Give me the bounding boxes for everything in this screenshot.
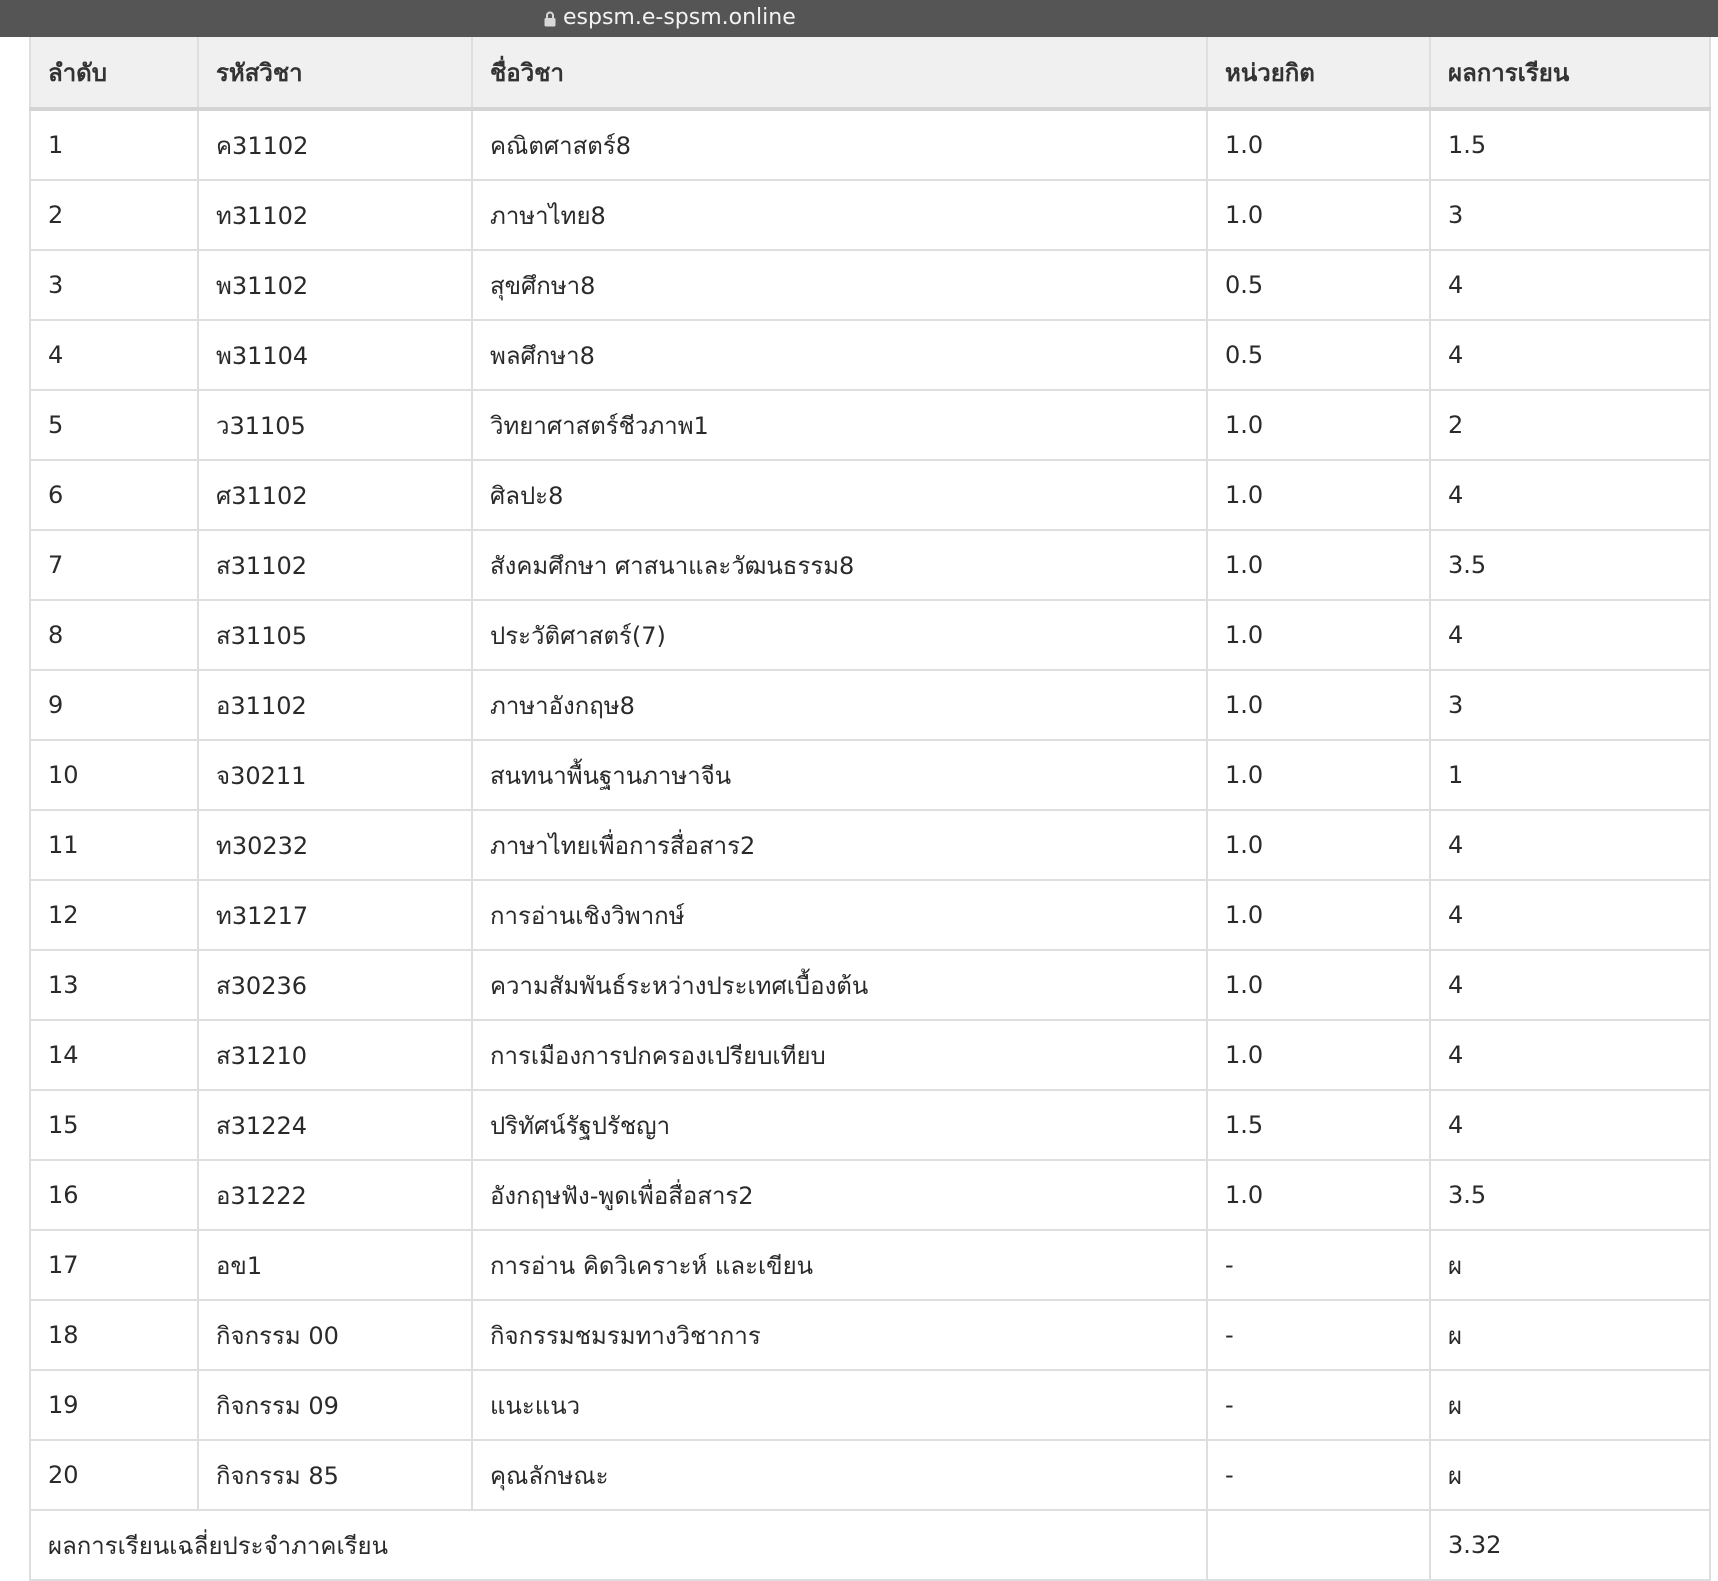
table-row (30, 530, 1710, 600)
cell-credits: 1.0 (1207, 1160, 1430, 1230)
table-row (30, 460, 1710, 530)
cell-course-name: การเมืองการปกครองเปรียบเทียบ (472, 1020, 1207, 1090)
cell-credits: 1.0 (1207, 109, 1430, 180)
table-body (30, 109, 1710, 1510)
cell-order: 15 (30, 1090, 198, 1160)
cell-credits: - (1207, 1440, 1430, 1510)
cell-course-code: ว31105 (198, 390, 472, 460)
cell-grade: 3.5 (1430, 1160, 1710, 1230)
table-row (30, 109, 1710, 180)
cell-grade: 2 (1430, 390, 1710, 460)
table-row (30, 1230, 1710, 1300)
header-credits: หน่วยกิต (1207, 37, 1430, 109)
cell-course-code: ส31105 (198, 600, 472, 670)
cell-course-name: ภาษาไทย8 (472, 180, 1207, 250)
cell-course-code: อข1 (198, 1230, 472, 1300)
url-display[interactable] (544, 3, 796, 33)
table-row (30, 390, 1710, 460)
cell-order: 9 (30, 670, 198, 740)
table-row (30, 810, 1710, 880)
header-grade: ผลการเรียน (1430, 37, 1710, 109)
cell-course-name: กิจกรรมชมรมทางวิชาการ (472, 1300, 1207, 1370)
table-row (30, 1370, 1710, 1440)
summary-gpa: 3.32 (1430, 1510, 1710, 1580)
cell-grade: 4 (1430, 880, 1710, 950)
cell-course-name: ภาษาไทยเพื่อการสื่อสาร2 (472, 810, 1207, 880)
cell-course-name: สุขศึกษา8 (472, 250, 1207, 320)
cell-order: 6 (30, 460, 198, 530)
cell-credits: 1.0 (1207, 460, 1430, 530)
table-row (30, 880, 1710, 950)
table-row (30, 1160, 1710, 1230)
header-course-code: รหัสวิชา (198, 37, 472, 109)
cell-order: 19 (30, 1370, 198, 1440)
cell-credits: 1.0 (1207, 600, 1430, 670)
cell-credits: 1.0 (1207, 950, 1430, 1020)
cell-course-name: ภาษาอังกฤษ8 (472, 670, 1207, 740)
table-header-row (30, 37, 1710, 109)
table-row (30, 950, 1710, 1020)
cell-grade: ผ (1430, 1300, 1710, 1370)
cell-credits: 0.5 (1207, 250, 1430, 320)
table-row (30, 740, 1710, 810)
cell-credits: 1.0 (1207, 810, 1430, 880)
cell-course-code: ท30232 (198, 810, 472, 880)
table-row (30, 320, 1710, 390)
cell-order: 10 (30, 740, 198, 810)
table-row (30, 1440, 1710, 1510)
cell-grade: ผ (1430, 1440, 1710, 1510)
cell-grade: 4 (1430, 810, 1710, 880)
cell-credits: 1.0 (1207, 670, 1430, 740)
table-row (30, 1300, 1710, 1370)
cell-grade: 3 (1430, 670, 1710, 740)
cell-grade: ผ (1430, 1370, 1710, 1440)
cell-credits: 1.0 (1207, 880, 1430, 950)
cell-course-name: ประวัติศาสตร์(7) (472, 600, 1207, 670)
table-row (30, 180, 1710, 250)
cell-grade: 4 (1430, 950, 1710, 1020)
cell-course-code: กิจกรรม 00 (198, 1300, 472, 1370)
cell-course-name: แนะแนว (472, 1370, 1207, 1440)
summary-row (30, 1510, 1710, 1580)
cell-course-name: คณิตศาสตร์8 (472, 109, 1207, 180)
table-row (30, 600, 1710, 670)
cell-grade: 3 (1430, 180, 1710, 250)
cell-credits: 0.5 (1207, 320, 1430, 390)
cell-order: 7 (30, 530, 198, 600)
cell-grade: 4 (1430, 320, 1710, 390)
cell-grade: 4 (1430, 1090, 1710, 1160)
cell-course-name: ความสัมพันธ์ระหว่างประเทศเบื้องต้น (472, 950, 1207, 1020)
cell-course-code: ส31210 (198, 1020, 472, 1090)
cell-grade: 4 (1430, 250, 1710, 320)
cell-order: 12 (30, 880, 198, 950)
cell-course-name: วิทยาศาสตร์ชีวภาพ1 (472, 390, 1207, 460)
cell-course-code: พ31102 (198, 250, 472, 320)
grades-table (29, 37, 1711, 1581)
cell-credits: 1.0 (1207, 740, 1430, 810)
cell-course-code: ท31217 (198, 880, 472, 950)
cell-course-code: กิจกรรม 09 (198, 1370, 472, 1440)
browser-url-bar[interactable] (0, 0, 1718, 37)
cell-grade: 1 (1430, 740, 1710, 810)
cell-grade: 4 (1430, 1020, 1710, 1090)
summary-credits (1207, 1510, 1430, 1580)
cell-course-code: ส30236 (198, 950, 472, 1020)
cell-course-name: คุณลักษณะ (472, 1440, 1207, 1510)
header-order: ลำดับ (30, 37, 198, 109)
cell-course-code: ศ31102 (198, 460, 472, 530)
cell-grade: 1.5 (1430, 109, 1710, 180)
cell-order: 1 (30, 109, 198, 180)
cell-course-code: อ31102 (198, 670, 472, 740)
table-row (30, 250, 1710, 320)
cell-credits: - (1207, 1230, 1430, 1300)
cell-grade: 4 (1430, 460, 1710, 530)
table-row (30, 1090, 1710, 1160)
cell-order: 13 (30, 950, 198, 1020)
cell-order: 11 (30, 810, 198, 880)
cell-course-name: สนทนาพื้นฐานภาษาจีน (472, 740, 1207, 810)
cell-course-name: การอ่านเชิงวิพากษ์ (472, 880, 1207, 950)
cell-credits: 1.5 (1207, 1090, 1430, 1160)
cell-order: 4 (30, 320, 198, 390)
cell-order: 18 (30, 1300, 198, 1370)
cell-course-code: ส31102 (198, 530, 472, 600)
cell-course-name: สังคมศึกษา ศาสนาและวัฒนธรรม8 (472, 530, 1207, 600)
header-course-name: ชื่อวิชา (472, 37, 1207, 109)
cell-course-code: จ30211 (198, 740, 472, 810)
cell-course-code: กิจกรรม 85 (198, 1440, 472, 1510)
cell-credits: 1.0 (1207, 390, 1430, 460)
cell-course-code: ส31224 (198, 1090, 472, 1160)
grades-table-container (29, 37, 1709, 1581)
cell-credits: - (1207, 1370, 1430, 1440)
cell-course-code: พ31104 (198, 320, 472, 390)
cell-credits: 1.0 (1207, 530, 1430, 600)
table-row (30, 670, 1710, 740)
cell-course-code: ค31102 (198, 109, 472, 180)
cell-course-code: ท31102 (198, 180, 472, 250)
cell-order: 2 (30, 180, 198, 250)
cell-order: 8 (30, 600, 198, 670)
url-text: espsm.e-spsm.online (563, 5, 796, 30)
cell-order: 5 (30, 390, 198, 460)
cell-course-name: พลศึกษา8 (472, 320, 1207, 390)
cell-order: 17 (30, 1230, 198, 1300)
cell-credits: 1.0 (1207, 1020, 1430, 1090)
cell-grade: 3.5 (1430, 530, 1710, 600)
cell-course-name: การอ่าน คิดวิเคราะห์ และเขียน (472, 1230, 1207, 1300)
cell-grade: 4 (1430, 600, 1710, 670)
cell-course-code: อ31222 (198, 1160, 472, 1230)
cell-credits: - (1207, 1300, 1430, 1370)
cell-order: 14 (30, 1020, 198, 1090)
cell-order: 3 (30, 250, 198, 320)
cell-course-name: อังกฤษฟัง-พูดเพื่อสื่อสาร2 (472, 1160, 1207, 1230)
cell-order: 16 (30, 1160, 198, 1230)
cell-credits: 1.0 (1207, 180, 1430, 250)
lock-icon (544, 11, 556, 27)
table-row (30, 1020, 1710, 1090)
cell-course-name: ศิลปะ8 (472, 460, 1207, 530)
cell-grade: ผ (1430, 1230, 1710, 1300)
cell-course-name: ปริทัศน์รัฐปรัชญา (472, 1090, 1207, 1160)
cell-order: 20 (30, 1440, 198, 1510)
summary-label: ผลการเรียนเฉลี่ยประจำภาคเรียน (30, 1510, 1207, 1580)
